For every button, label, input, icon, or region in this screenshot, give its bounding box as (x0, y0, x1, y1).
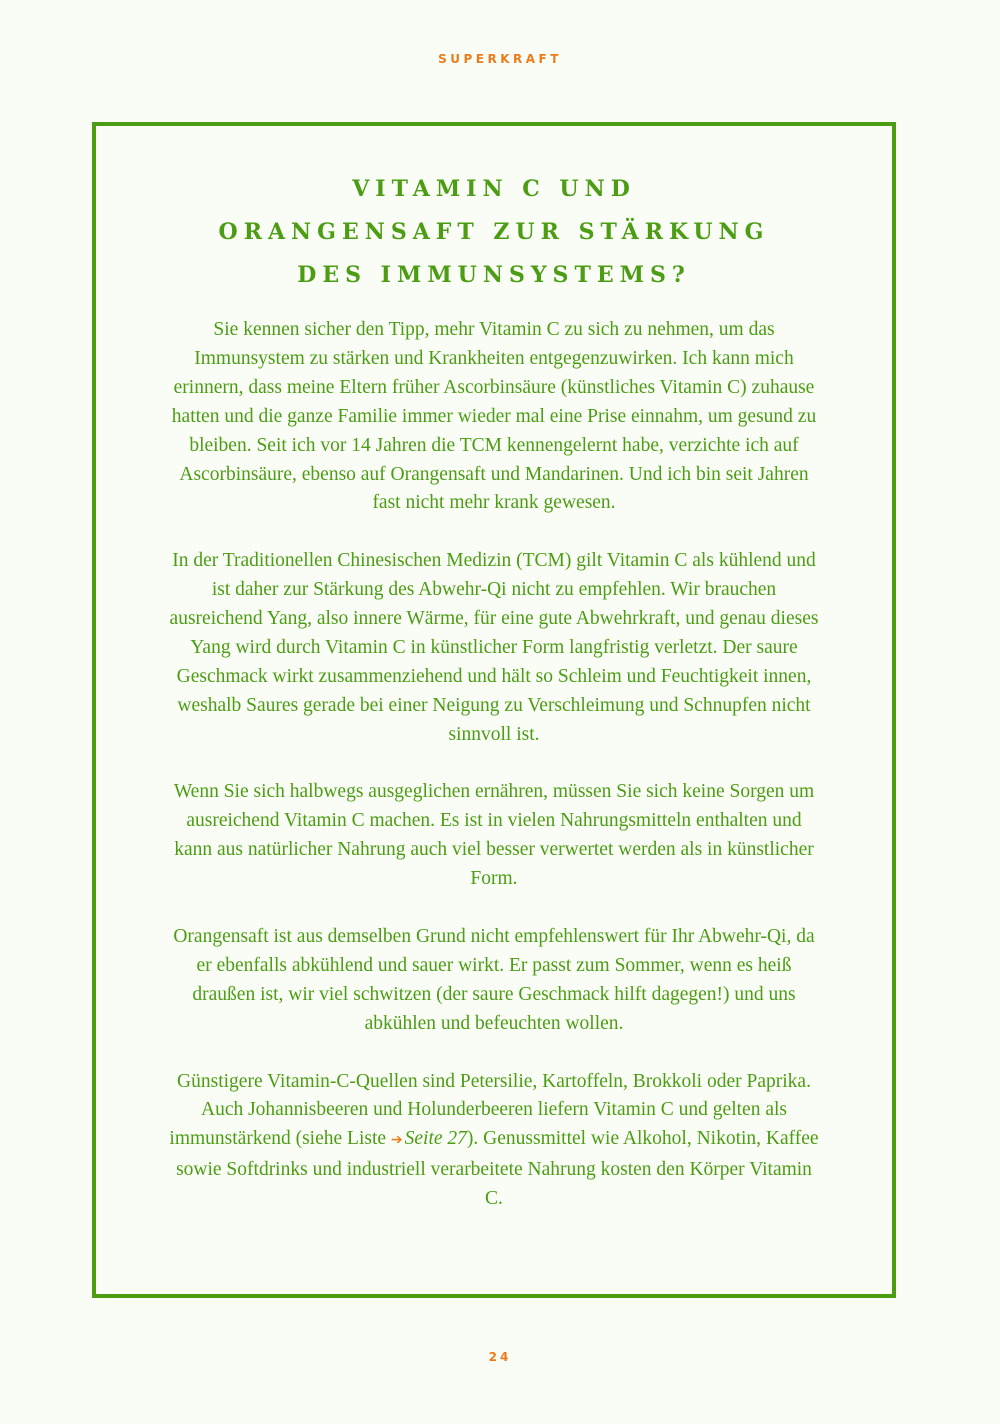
paragraph: Wenn Sie sich halbwegs ausgeglichen ernähren, müssen Sie sich keine Sorgen um ausreichend Vitamin C machen. Es ist in vielen Nahrungsmitteln enthalten und kann aus natürlicher Nahrung auch viel besser verwertet werden als in künstlicher Form. (173, 781, 815, 890)
title-line: VITAMIN C UND (352, 176, 636, 202)
paragraph: Sie kennen sicher den Tipp, mehr Vitamin C zu sich zu nehmen, um das Immunsystem zu stärken und Krankheiten entgegenzuwirken. Ich kann mich erinnern, dass meine Eltern früher Ascorbinsäure (künstliches Vitamin C) zuhause hatten und die ganze Familie immer wieder mal eine Prise einnahm, um gesund zu bleiben. Seit ich vor 14 Jahren die TCM kennengelernt habe, verzichte ich auf Ascorbinsäure, ebenso auf Orangensaft und Mandarinen. Und ich bin seit Jahren fast nicht mehr krank gewesen. (171, 319, 817, 514)
info-box (92, 122, 896, 1298)
box-body (166, 316, 822, 1243)
title-line: DES IMMUNSYSTEMS? (297, 262, 691, 288)
box-title (96, 168, 892, 297)
paragraph-text: ). Genussmittel wie Alkohol, Nikotin, Kaffee sowie Softdrinks und industriell verarbeitete Nahrung kosten den Körper Vitamin C. (176, 1128, 819, 1210)
running-head: SUPERKRAFT (438, 52, 562, 66)
paragraph (166, 1068, 822, 1215)
page-number: 24 (488, 1350, 512, 1364)
paragraph: Orangensaft ist aus demselben Grund nicht empfehlenswert für Ihr Abwehr-Qi, da er ebenfalls abkühlend und sauer wirkt. Er passt zum Sommer, wenn es heiß draußen ist, wir viel schwitzen (der saure Geschmack hilft dagegen!) und uns abkühlen und befeuchten wollen. (173, 925, 815, 1034)
paragraph-text: Günstigere Vitamin-C-Quellen sind Petersilie, Kartoffeln, Brokkoli oder Paprika. Auch Johannisbeeren und Holunderbeeren liefern Vitamin C und gelten als immunstärkend (siehe Liste (169, 1070, 811, 1150)
title-line: ORANGENSAFT ZUR STÄRKUNG (218, 219, 770, 245)
arrow-right-icon: ➔ (390, 1133, 403, 1149)
page-reference-link[interactable]: Seite 27 (404, 1128, 467, 1150)
paragraph: In der Traditionellen Chinesischen Medizin (TCM) gilt Vitamin C als kühlend und ist daher zur Stärkung des Abwehr-Qi nicht zu empfehlen. Wir brauchen ausreichend Yang, also innere Wärme, für eine gute Abwehrkraft, und genau dieses Yang wird durch Vitamin C in künstlicher Form langfristig verletzt. Der saure Geschmack wirkt zusammenziehend und hält so Schleim und Feuchtigkeit innen, weshalb Saures gerade bei einer Neigung zu Verschleimung und Schnupfen nicht sinnvoll ist. (169, 550, 819, 745)
